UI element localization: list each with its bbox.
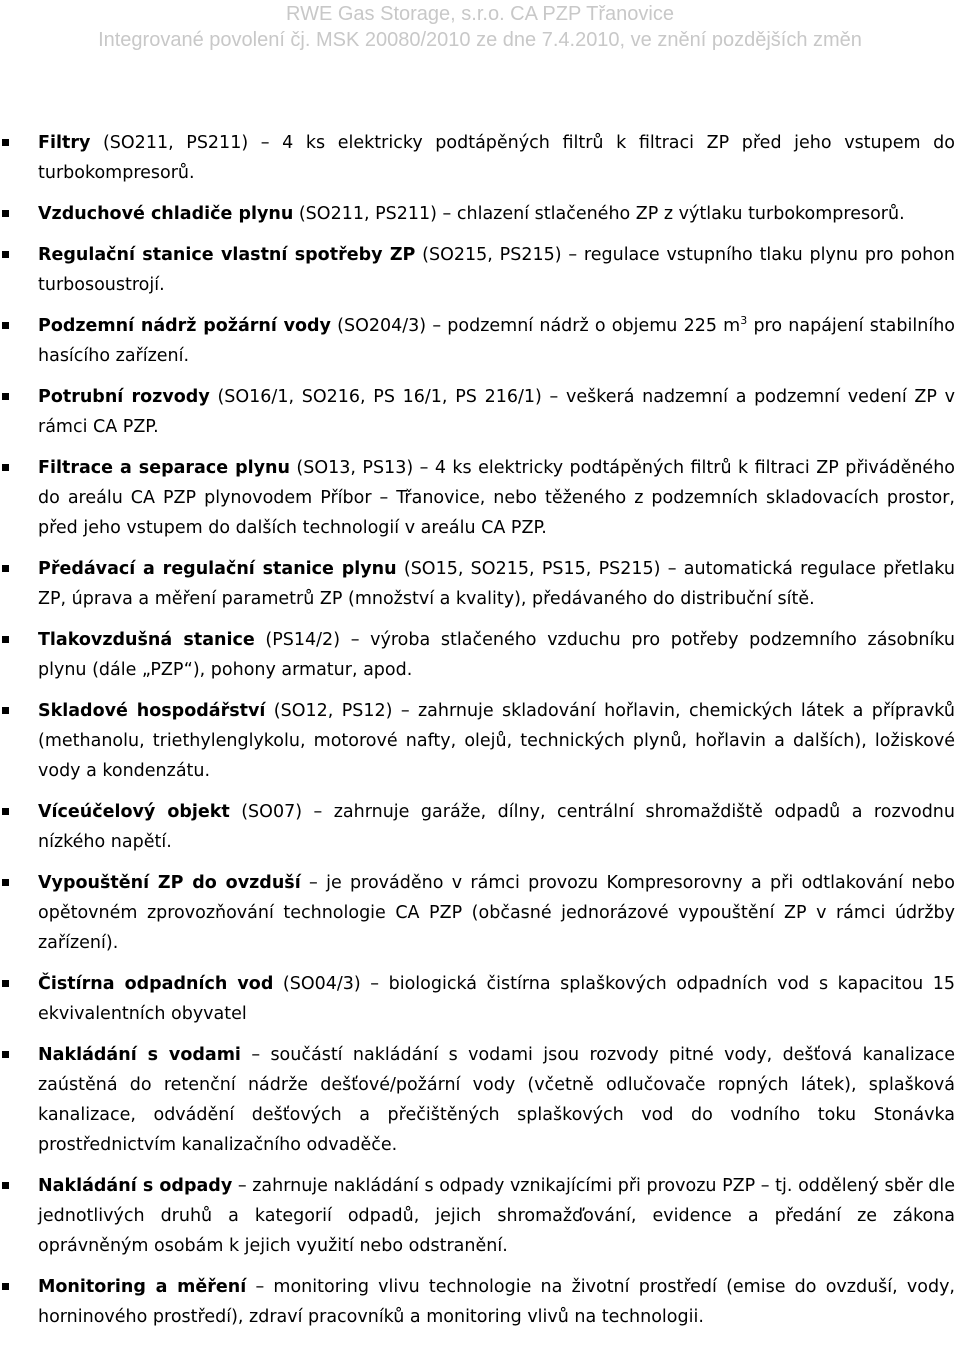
list-item	[0, 311, 955, 371]
item-term: Předávací a regulační stanice plynu	[38, 559, 397, 579]
list-item	[0, 1171, 955, 1261]
item-description: (SO12, PS12) – zahrnuje skladování hořlavin, chemických látek a přípravků (methanolu, triethylenglykolu, motorové nafty, olejů, technických plynů, hořlavin a dalších), ložiskové vody a kondenzátu.	[38, 701, 955, 781]
list-item	[0, 382, 955, 442]
square-bullet-icon	[2, 636, 9, 643]
list-item	[0, 1272, 955, 1332]
square-bullet-icon	[2, 464, 9, 471]
item-description: – je prováděno v rámci provozu Kompresorovny a při odtlakování nebo opětovném zprovozňování technologie CA PZP (občasné jednorázové vypouštění ZP v rámci údržby zařízení).	[38, 873, 955, 953]
square-bullet-icon	[2, 210, 9, 217]
list-item	[0, 969, 955, 1029]
item-term: Monitoring a měření	[38, 1277, 247, 1297]
item-term: Nakládání s odpady	[38, 1176, 233, 1196]
list-item	[0, 554, 955, 614]
list-item	[0, 868, 955, 958]
list-item	[0, 696, 955, 786]
item-description: (SO211, PS211) – 4 ks elektricky podtápěných filtrů k filtraci ZP před jeho vstupem do turbokompresorů.	[38, 133, 955, 183]
item-term: Regulační stanice vlastní spotřeby ZP	[38, 245, 416, 265]
item-description: (SO04/3) – biologická čistírna splaškových odpadních vod s kapacitou 15 ekvivalentních obyvatel	[38, 974, 955, 1024]
square-bullet-icon	[2, 322, 9, 329]
square-bullet-icon	[2, 251, 9, 258]
item-term: Víceúčelový objekt	[38, 802, 230, 822]
bullet-list	[0, 128, 955, 1343]
item-term: Filtrace a separace plynu	[38, 458, 290, 478]
square-bullet-icon	[2, 1182, 9, 1189]
item-description: (SO215, PS215) – regulace vstupního tlaku plynu pro pohon turbosoustrojí.	[38, 245, 955, 295]
list-item	[0, 128, 955, 188]
item-description: (PS14/2) – výroba stlačeného vzduchu pro potřeby podzemního zásobníku plynu (dále „PZP“), pohony armatur, apod.	[38, 630, 955, 680]
list-item	[0, 453, 955, 543]
item-description: (SO07) – zahrnuje garáže, dílny, centrální shromaždiště odpadů a rozvodnu nízkého napětí.	[38, 802, 955, 852]
square-bullet-icon	[2, 879, 9, 886]
list-item	[0, 240, 955, 300]
header-company: RWE Gas Storage, s.r.o. CA PZP Třanovice	[286, 3, 674, 25]
square-bullet-icon	[2, 565, 9, 572]
item-term: Filtry	[38, 133, 91, 153]
item-term: Vypouštění ZP do ovzduší	[38, 873, 301, 893]
item-term: Vzduchové chladiče plynu	[38, 204, 294, 224]
page-header	[0, 2, 960, 52]
list-item	[0, 1040, 955, 1160]
item-term: Čistírna odpadních vod	[38, 974, 274, 994]
item-superscript: 3	[740, 314, 748, 328]
list-item	[0, 625, 955, 685]
item-description: – součástí nakládání s vodami jsou rozvody pitné vody, dešťová kanalizace zaústěná do retenční nádrže dešťové/požární vody (včetně odlučovače ropných látek), splašková kanalizace, odvádění dešťových a přečištěných splaškových vod do vodního toku Stonávka prostřednictvím kanalizačního odvaděče.	[38, 1045, 956, 1155]
square-bullet-icon	[2, 139, 9, 146]
list-item	[0, 797, 955, 857]
item-description: (SO204/3) – podzemní nádrž o objemu 225 m	[330, 316, 741, 336]
item-term: Potrubní rozvody	[38, 387, 210, 407]
item-description: (SO15, SO215, PS15, PS215) – automatická regulace přetlaku ZP, úprava a měření parametrů ZP (množství a kvality), předávaného do distribuční sítě.	[38, 559, 955, 609]
item-description: (SO211, PS211) – chlazení stlačeného ZP z výtlaku turbokompresorů.	[293, 204, 905, 224]
square-bullet-icon	[2, 980, 9, 987]
square-bullet-icon	[2, 1051, 9, 1058]
item-description: (SO16/1, SO216, PS 16/1, PS 216/1) – veškerá nadzemní a podzemní vedení ZP v rámci CA PZP.	[38, 387, 955, 437]
item-term: Skladové hospodářství	[38, 701, 266, 721]
item-term: Nakládání s vodami	[38, 1045, 241, 1065]
list-item	[0, 199, 955, 229]
item-description: (SO13, PS13) – 4 ks elektricky podtápěných filtrů k filtraci ZP přiváděného do areálu CA PZP plynovodem Příbor – Třanovice, nebo těženého z podzemních skladovacích prostor, před jeho vstupem do dalších technologií v areálu CA PZP.	[38, 458, 955, 538]
item-description: – zahrnuje nakládání s odpady vznikajícími při provozu PZP – tj. oddělený sběr dle jednotlivých druhů a kategorií odpadů, jejich shromažďování, evidence a předání ze zákona oprávněným osobám k jejich využití nebo odstranění.	[38, 1176, 955, 1256]
header-permit: Integrované povolení čj. MSK 20080/2010 ze dne 7.4.2010, ve znění pozdějších změn	[98, 29, 862, 51]
item-description-cont: pro napájení stabilního hasícího zařízení.	[38, 316, 955, 366]
square-bullet-icon	[2, 808, 9, 815]
item-term: Tlakovzdušná stanice	[38, 630, 255, 650]
square-bullet-icon	[2, 393, 9, 400]
square-bullet-icon	[2, 1283, 9, 1290]
square-bullet-icon	[2, 707, 9, 714]
item-term: Podzemní nádrž požární vody	[38, 316, 331, 336]
item-description: – monitoring vlivu technologie na životní prostředí (emise do ovzduší, vody, horninového prostředí), zdraví pracovníků a monitoring vlivů na technologii.	[38, 1277, 955, 1327]
